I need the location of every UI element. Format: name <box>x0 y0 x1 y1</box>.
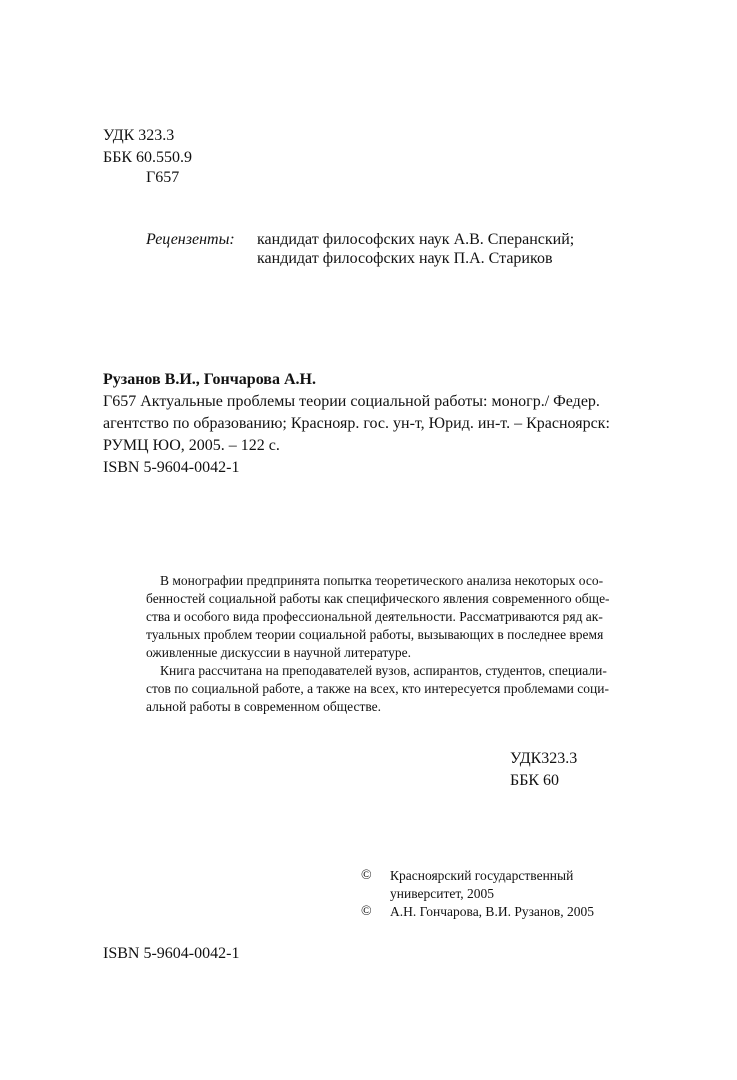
annotation-line: альной работы в современном обществе. <box>146 699 382 714</box>
reviewer-1: кандидат философских наук А.В. Сперанский; <box>257 231 575 248</box>
bbk-code-bottom: ББК 60 <box>510 772 560 789</box>
copyright-icon: © <box>361 904 372 919</box>
annotation-line: ства и особого вида профессиональной деятельности. Рассматриваются ряд ак- <box>146 609 603 624</box>
udk-code-bottom: УДК323.3 <box>510 750 578 767</box>
biblio-line-1: Г657 Актуальные проблемы теории социальной работы: моногр./ Федер. <box>103 393 600 410</box>
copyright-holder-1: Красноярский государственный <box>390 868 574 883</box>
annotation-line: бенностей социальной работы как специфического явления современного обще- <box>146 591 610 606</box>
copyright-holder-1-cont: университет, 2005 <box>390 886 494 901</box>
annotation-line: стов по социальной работе, а также на всех, кто интересуется проблемами соци- <box>146 681 609 696</box>
annotation-line: В монографии предпринята попытка теоретического анализа некоторых осо- <box>160 573 604 588</box>
isbn-bottom: ISBN 5-9604-0042-1 <box>103 945 240 962</box>
biblio-line-2: агентство по образованию; Краснояр. гос. ун-т, Юрид. ин-т. – Красноярск: <box>103 415 610 432</box>
annotation-line: Книга рассчитана на преподавателей вузов, аспирантов, студентов, специали- <box>160 663 607 678</box>
reviewer-2: кандидат философских наук П.А. Стариков <box>257 250 553 267</box>
reviewers-label: Рецензенты: <box>146 231 235 248</box>
copyright-holder-2: А.Н. Гончарова, В.И. Рузанов, 2005 <box>390 904 594 919</box>
copyright-icon: © <box>361 868 372 883</box>
annotation-line: оживленные дискуссии в научной литературе. <box>146 645 412 660</box>
udk-code: УДК 323.3 <box>103 127 175 144</box>
bbk-code: ББК 60.550.9 <box>103 149 193 166</box>
authors: Рузанов В.И., Гончарова А.Н. <box>103 371 316 388</box>
biblio-line-3: РУМЦ ЮО, 2005. – 122 с. <box>103 437 280 454</box>
author-mark: Г657 <box>146 169 180 186</box>
annotation-line: туальных проблем теории социальной работы, вызывающих в последнее время <box>146 627 604 642</box>
isbn-top: ISBN 5-9604-0042-1 <box>103 459 240 476</box>
